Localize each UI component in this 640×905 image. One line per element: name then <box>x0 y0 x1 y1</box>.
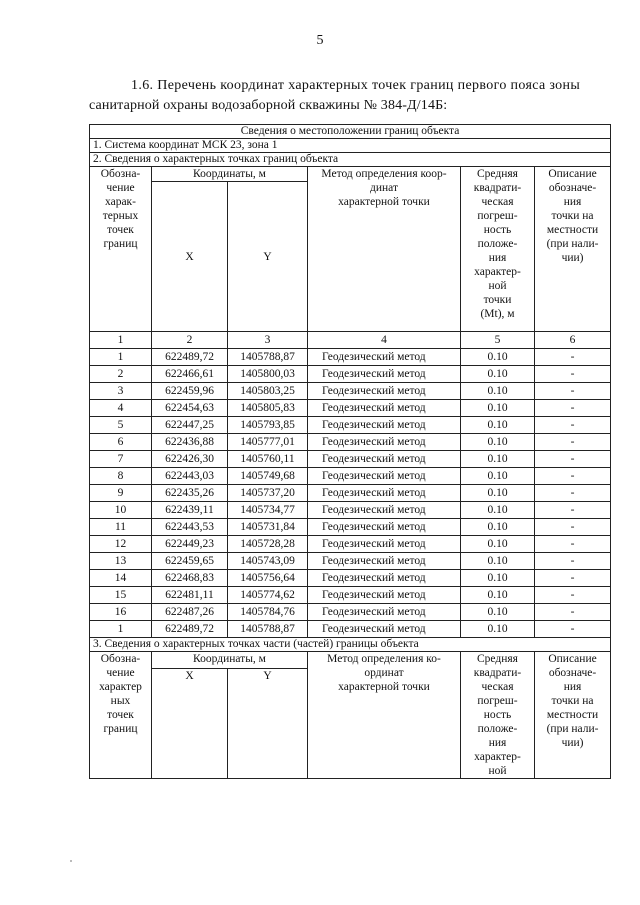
table-row <box>90 485 611 502</box>
point-number: 8 <box>90 468 152 485</box>
description: - <box>535 349 611 366</box>
column-number: 6 <box>535 332 611 349</box>
coordinate-y: 1405784,76 <box>228 604 308 621</box>
point-number: 15 <box>90 587 152 604</box>
coordinate-x: 622435,26 <box>152 485 228 502</box>
coordinate-system: 1. Система координат МСК 23, зона 1 <box>90 139 611 153</box>
table-row <box>90 349 611 366</box>
coordinate-y: 1405734,77 <box>228 502 308 519</box>
header2-coordinates: Координаты, м <box>152 652 308 669</box>
accuracy: 0.10 <box>461 604 535 621</box>
description: - <box>535 553 611 570</box>
table-row <box>90 587 611 604</box>
method: Геодезический метод <box>308 400 461 417</box>
coordinate-x: 622426,30 <box>152 451 228 468</box>
description: - <box>535 451 611 468</box>
section-heading <box>89 76 610 116</box>
table-row <box>90 570 611 587</box>
table-row <box>90 400 611 417</box>
method: Геодезический метод <box>308 349 461 366</box>
description: - <box>535 417 611 434</box>
coordinate-x: 622459,96 <box>152 383 228 400</box>
accuracy: 0.10 <box>461 519 535 536</box>
section-3-title: 3. Сведения о характерных точках части (частей) границы объекта <box>90 638 611 652</box>
accuracy: 0.10 <box>461 468 535 485</box>
method: Геодезический метод <box>308 434 461 451</box>
header2-x: X <box>152 669 228 779</box>
point-number: 5 <box>90 417 152 434</box>
description: - <box>535 570 611 587</box>
header-accuracy: Средняя квадрати- ческая погреш- ность положе- ния характер- ной точки (Мt), м <box>461 167 535 332</box>
table-title: Сведения о местоположении границ объекта <box>90 125 611 139</box>
coordinate-y: 1405788,87 <box>228 621 308 638</box>
coordinate-y: 1405731,84 <box>228 519 308 536</box>
coordinate-y: 1405756,64 <box>228 570 308 587</box>
method: Геодезический метод <box>308 417 461 434</box>
column-number: 5 <box>461 332 535 349</box>
coordinate-x: 622459,65 <box>152 553 228 570</box>
header-x: X <box>152 182 228 332</box>
coordinate-y: 1405743,09 <box>228 553 308 570</box>
header2-description: Описание обозначе- ния точки на местности (при нали- чии) <box>535 652 611 779</box>
accuracy: 0.10 <box>461 349 535 366</box>
table-row <box>90 502 611 519</box>
description: - <box>535 502 611 519</box>
header-method: Метод определения коор- динат характерной точки <box>308 167 461 332</box>
coordinate-x: 622436,88 <box>152 434 228 451</box>
point-number: 6 <box>90 434 152 451</box>
coordinate-x: 622447,25 <box>152 417 228 434</box>
description: - <box>535 400 611 417</box>
header-y: Y <box>228 182 308 332</box>
header2-accuracy: Средняя квадрати- ческая погреш- ность положе- ния характер- ной <box>461 652 535 779</box>
coordinate-y: 1405749,68 <box>228 468 308 485</box>
coordinate-x: 622443,53 <box>152 519 228 536</box>
coordinate-x: 622443,03 <box>152 468 228 485</box>
point-number: 7 <box>90 451 152 468</box>
coordinate-x: 622489,72 <box>152 621 228 638</box>
coordinate-x: 622466,61 <box>152 366 228 383</box>
description: - <box>535 604 611 621</box>
point-number: 2 <box>90 366 152 383</box>
table-row <box>90 604 611 621</box>
accuracy: 0.10 <box>461 400 535 417</box>
coordinate-y: 1405728,28 <box>228 536 308 553</box>
header2-designation: Обозна- чение характер ных точек границ <box>90 652 152 779</box>
point-number: 1 <box>90 621 152 638</box>
accuracy: 0.10 <box>461 570 535 587</box>
coordinate-y: 1405793,85 <box>228 417 308 434</box>
point-number: 1 <box>90 349 152 366</box>
point-number: 14 <box>90 570 152 587</box>
description: - <box>535 536 611 553</box>
column-number: 3 <box>228 332 308 349</box>
description: - <box>535 468 611 485</box>
method: Геодезический метод <box>308 468 461 485</box>
description: - <box>535 519 611 536</box>
description: - <box>535 434 611 451</box>
description: - <box>535 366 611 383</box>
table-row <box>90 536 611 553</box>
coordinate-y: 1405760,11 <box>228 451 308 468</box>
coordinate-x: 622481,11 <box>152 587 228 604</box>
coordinate-x: 622468,83 <box>152 570 228 587</box>
point-number: 10 <box>90 502 152 519</box>
table-row <box>90 451 611 468</box>
accuracy: 0.10 <box>461 451 535 468</box>
method: Геодезический метод <box>308 587 461 604</box>
method: Геодезический метод <box>308 536 461 553</box>
description: - <box>535 621 611 638</box>
header-designation: Обозна- чение харак- терных точек границ <box>90 167 152 332</box>
description: - <box>535 587 611 604</box>
header2-method: Метод определения ко- ординат характерной точки <box>308 652 461 779</box>
table-row <box>90 434 611 451</box>
method: Геодезический метод <box>308 570 461 587</box>
accuracy: 0.10 <box>461 621 535 638</box>
heading-line-2: санитарной охраны водозаборной скважины № 384-Д/14Б: <box>89 98 448 113</box>
method: Геодезический метод <box>308 621 461 638</box>
coordinate-x: 622449,23 <box>152 536 228 553</box>
coordinate-x: 622454,63 <box>152 400 228 417</box>
header-description: Описание обозначе- ния точки на местности (при нали- чии) <box>535 167 611 332</box>
method: Геодезический метод <box>308 485 461 502</box>
coordinate-y: 1405800,03 <box>228 366 308 383</box>
scan-speck <box>70 860 72 862</box>
accuracy: 0.10 <box>461 383 535 400</box>
method: Геодезический метод <box>308 553 461 570</box>
point-number: 16 <box>90 604 152 621</box>
header-coordinates: Координаты, м <box>152 167 308 182</box>
column-number: 2 <box>152 332 228 349</box>
point-number: 4 <box>90 400 152 417</box>
description: - <box>535 485 611 502</box>
coordinate-y: 1405777,01 <box>228 434 308 451</box>
point-number: 12 <box>90 536 152 553</box>
point-number: 9 <box>90 485 152 502</box>
accuracy: 0.10 <box>461 434 535 451</box>
point-number: 3 <box>90 383 152 400</box>
page-number: 5 <box>316 33 324 48</box>
accuracy: 0.10 <box>461 553 535 570</box>
method: Геодезический метод <box>308 519 461 536</box>
method: Геодезический метод <box>308 366 461 383</box>
heading-line-1: 1.6. Перечень координат характерных точек границ первого пояса зоны <box>131 78 581 93</box>
accuracy: 0.10 <box>461 502 535 519</box>
coordinate-y: 1405788,87 <box>228 349 308 366</box>
column-number: 1 <box>90 332 152 349</box>
coordinate-y: 1405805,83 <box>228 400 308 417</box>
coordinate-y: 1405774,62 <box>228 587 308 604</box>
table-row <box>90 553 611 570</box>
table-row <box>90 468 611 485</box>
accuracy: 0.10 <box>461 587 535 604</box>
accuracy: 0.10 <box>461 417 535 434</box>
table-row <box>90 383 611 400</box>
accuracy: 0.10 <box>461 485 535 502</box>
table-row <box>90 417 611 434</box>
method: Геодезический метод <box>308 383 461 400</box>
table-row <box>90 519 611 536</box>
description: - <box>535 383 611 400</box>
header2-y: Y <box>228 669 308 779</box>
coordinate-x: 622487,26 <box>152 604 228 621</box>
coordinate-x: 622489,72 <box>152 349 228 366</box>
column-number: 4 <box>308 332 461 349</box>
coordinates-table <box>89 124 611 779</box>
section-2-title: 2. Сведения о характерных точках границ объекта <box>90 153 611 167</box>
table-row <box>90 621 611 638</box>
point-number: 11 <box>90 519 152 536</box>
method: Геодезический метод <box>308 502 461 519</box>
coordinate-x: 622439,11 <box>152 502 228 519</box>
method: Геодезический метод <box>308 451 461 468</box>
coordinate-y: 1405737,20 <box>228 485 308 502</box>
accuracy: 0.10 <box>461 536 535 553</box>
method: Геодезический метод <box>308 604 461 621</box>
accuracy: 0.10 <box>461 366 535 383</box>
table-row <box>90 366 611 383</box>
coordinate-y: 1405803,25 <box>228 383 308 400</box>
point-number: 13 <box>90 553 152 570</box>
